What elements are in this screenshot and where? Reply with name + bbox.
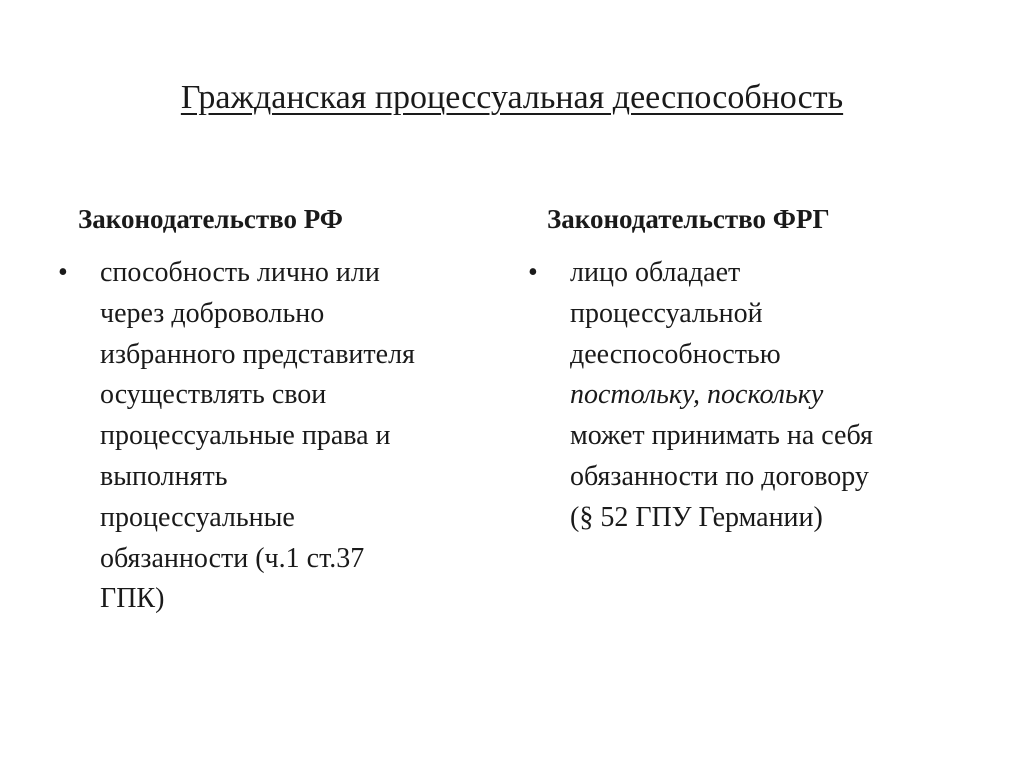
text-line: дееспособностью <box>570 338 781 370</box>
text-line: ГПК) <box>100 583 165 615</box>
text-line: избранного представителя <box>100 338 415 370</box>
slide-title: Гражданская процессуальная дееспособность <box>180 79 844 116</box>
text-line: через добровольно <box>100 297 325 329</box>
text-line: выполнять <box>100 460 228 492</box>
text-line: осуществлять свои <box>100 379 327 411</box>
bullet-marker: • <box>528 257 538 288</box>
text-line: обязанности по договору <box>570 460 869 492</box>
heading-frg-legislation: Законодательство ФРГ <box>547 204 830 234</box>
text-line: процессуальные <box>100 501 295 533</box>
bullet-text-frg <box>570 253 968 539</box>
bullet-text-rf <box>100 253 498 620</box>
bullet-marker: • <box>58 257 68 288</box>
bullet-item-frg <box>528 253 968 539</box>
text-line: процессуальной <box>570 297 763 329</box>
text-line: (§ 52 ГПУ Германии) <box>570 501 823 533</box>
bullet-item-rf <box>58 253 498 620</box>
text-line: лицо обладает <box>570 257 741 288</box>
text-line-emphasis: постольку, поскольку <box>570 379 824 411</box>
text-line: способность лично или <box>100 257 380 288</box>
heading-rf-legislation: Законодательство РФ <box>78 204 343 234</box>
text-line: может принимать на себя <box>570 420 873 452</box>
text-line: обязанности (ч.1 ст.37 <box>100 542 365 574</box>
text-line: процессуальные права и <box>100 420 391 452</box>
